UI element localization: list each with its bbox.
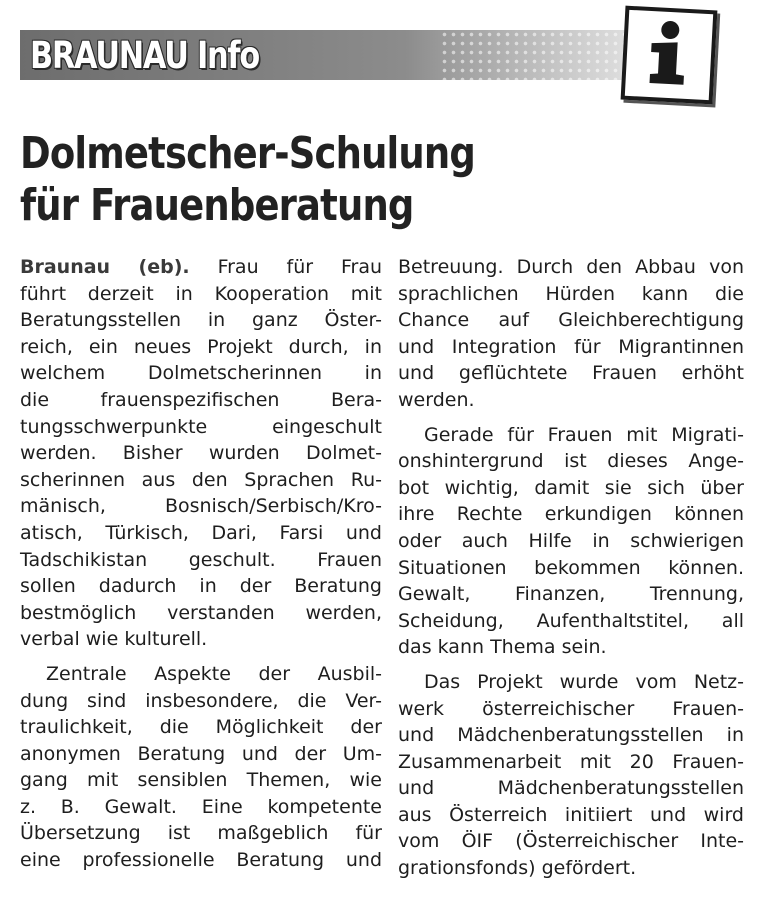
text-line: ihre Rechte erkundigen können [398, 503, 744, 526]
text-line: gang mit sensiblen Themen, wie [20, 769, 382, 792]
text-line: vom ÖIF (Österreichischer Inte- [398, 830, 744, 853]
right-column [398, 254, 744, 890]
text-line: Zentrale Aspekte der Ausbil- [46, 662, 382, 685]
left-column [20, 254, 382, 882]
text-line: sprachlichen Hürden kann die [398, 282, 744, 305]
text-line: bot wichtig, damit sie sich über [398, 476, 744, 499]
text-line: eine professionelle Beratung und [20, 849, 382, 872]
article-headline [20, 128, 625, 232]
text-line: und Mädchenberatungsstellen in [398, 724, 744, 747]
text-line: Zusammenarbeit mit 20 Frauen- [398, 750, 744, 773]
text-line: werk österreichischer Frauen- [398, 697, 744, 720]
text-line: verbal wie kulturell. [20, 628, 208, 651]
text-line: die frauenspezifischen Bera- [20, 388, 382, 411]
paragraph-aspects [20, 661, 382, 874]
text-line: führt derzeit in Kooperation mit [20, 282, 382, 305]
text-line: z. B. Gewalt. Eine kompetente [20, 795, 382, 818]
text-line: reich, ein neues Projekt durch, in [20, 335, 382, 358]
section-title: BRAUNAU Info [30, 34, 259, 77]
paragraph-migration [398, 422, 744, 661]
info-badge [621, 6, 718, 105]
text-line: scherinnen aus den Sprachen Ru- [20, 468, 382, 491]
text-line: Übersetzung ist maßgeblich für [20, 822, 382, 845]
text-line: dung sind insbesondere, die Ver- [20, 689, 382, 712]
text-line: Gewalt, Finanzen, Trennung, [398, 583, 744, 606]
text-line: oder auch Hilfe in schwierigen [398, 529, 744, 552]
paragraph-project [398, 669, 744, 882]
dateline: Braunau (eb). [20, 256, 190, 278]
text-line: traulichkeit, die Möglichkeit der [20, 716, 382, 739]
text-line: anonymen Beratung und der Um- [20, 742, 382, 765]
text-line: Chance auf Gleichberechtigung [398, 309, 744, 332]
text-line: werden. [398, 388, 475, 411]
text-line: aus Österreich initiiert und wird [398, 803, 744, 826]
text-line: bestmöglich verstanden werden, [20, 601, 382, 624]
text-line: Gerade für Frauen mit Migrati- [424, 423, 744, 446]
text-line: grationsfonds) gefördert. [398, 857, 637, 880]
text-line: Das Projekt wurde vom Netz- [424, 670, 744, 693]
text-line: werden. Bisher wurden Dolmet- [20, 442, 382, 465]
text-line: onshintergrund ist dieses Ange- [398, 450, 744, 473]
text-line: Situationen bekommen können. [398, 556, 744, 579]
text-line: sollen dadurch in der Beratung [20, 575, 382, 598]
text-line: Betreuung. Durch den Abbau von [398, 256, 744, 278]
text-line: Beratungsstellen in ganz Öster- [20, 309, 382, 332]
paragraph-intro [20, 254, 382, 653]
text-line: atisch, Türkisch, Dari, Farsi und [20, 521, 382, 544]
text-line: welchem Dolmetscherinnen in [20, 362, 382, 385]
headline-line-2: für Frauenberatung [20, 180, 414, 231]
text-line: tungsschwerpunkte eingeschult [20, 415, 382, 438]
text-line: mänisch, Bosnisch/Serbisch/Kro- [20, 495, 382, 518]
text-line: das kann Thema sein. [398, 636, 607, 659]
text-line: und Integration für Migrantinnen [398, 335, 744, 358]
text-line: und geflüchtete Frauen erhöht [398, 362, 744, 385]
info-i-icon [635, 16, 699, 89]
text-line: Scheidung, Aufenthaltstitel, all [398, 609, 744, 632]
text-line: Tadschikistan geschult. Frauen [20, 548, 382, 571]
headline-line-1: Dolmetscher-Schulung [20, 128, 475, 179]
paragraph-support [398, 254, 744, 414]
text-line: und Mädchenberatungsstellen [398, 777, 744, 800]
text-line: Frau für Frau [217, 256, 383, 278]
